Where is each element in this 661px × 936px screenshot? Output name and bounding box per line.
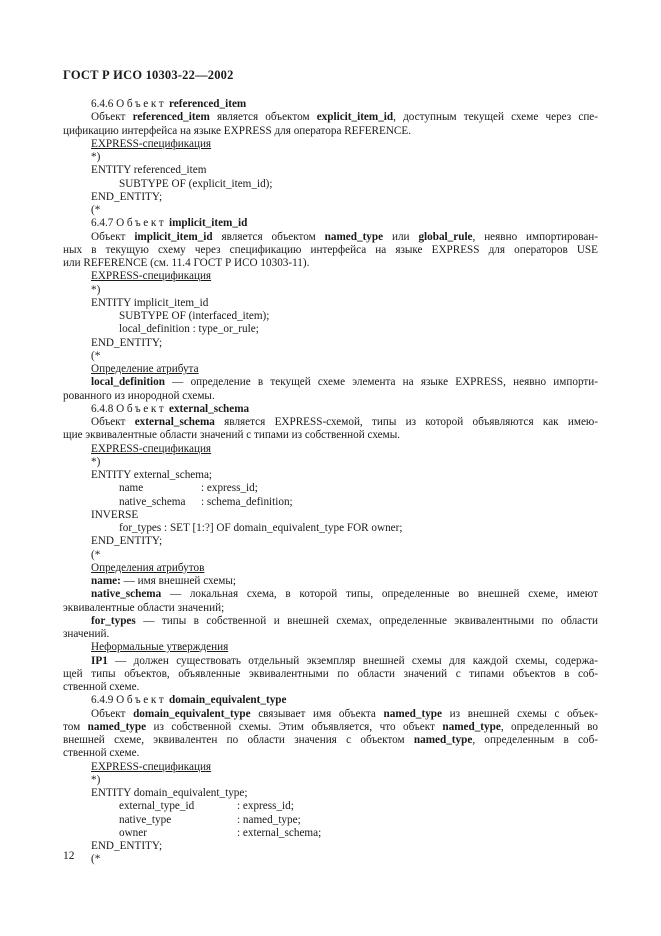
entity-name: referenced_item xyxy=(169,98,247,110)
code-line: ENTITY implicit_item_id xyxy=(91,296,209,309)
code-line: END_ENTITY; xyxy=(91,336,163,349)
paragraph-line: щие эквивалентные области значений с типами из собственной схемы. xyxy=(63,429,401,442)
express-spec-heading: EXPRESS-спецификация xyxy=(91,760,212,773)
paragraph-line: цификацию интерфейса на языке EXPRESS для оператора REFERENCE. xyxy=(63,124,412,137)
section-number: 6.4.9 xyxy=(91,694,114,707)
code-field: owner : external_schema; xyxy=(119,826,322,839)
object-word: Объект xyxy=(116,98,167,110)
code-line: (* xyxy=(91,204,101,216)
paragraph-line: значений. xyxy=(63,628,110,640)
express-spec-heading: EXPRESS-спецификация xyxy=(91,270,212,283)
code-line: END_ENTITY; xyxy=(91,840,163,852)
section-heading-6-4-7 xyxy=(63,217,598,230)
paragraph-line: щей типы объектов, объявленные эквивалентными по области значений с типами объектов в соб- xyxy=(63,667,598,680)
object-word: Объект xyxy=(116,217,167,230)
paragraph-line: Объект implicit_item_id является объектом named_type или global_rule, неявно импортирован- xyxy=(91,230,599,243)
section-number: 6.4.7 xyxy=(91,217,114,230)
paragraph-line: Объект external_schema является EXPRESS-схемой, типы из которой объявляются как имею- xyxy=(91,416,599,428)
section-number: 6.4.6 xyxy=(91,98,114,110)
attribute-definition-heading: Определение атрибута xyxy=(91,363,199,375)
code-line: *) xyxy=(91,455,101,468)
code-line: *) xyxy=(91,151,101,163)
document-header: ГОСТ Р ИСО 10303-22—2002 xyxy=(63,68,234,82)
paragraph-line: ственной схеме. xyxy=(63,681,140,693)
express-spec-heading: EXPRESS-спецификация xyxy=(91,442,212,455)
code-line: END_ENTITY; xyxy=(91,535,163,548)
paragraph-line: Объект domain_equivalent_type связывает имя объекта named_type из внешней схемы с объек- xyxy=(91,707,599,720)
paragraph-line: том named_type из собственной схемы. Этим объявляется, что объект named_type, определенный во xyxy=(63,720,598,733)
informal-proposition: IP1 — должен существовать отдельный экземпляр внешней схемы для каждой схемы, содержа- xyxy=(91,654,598,667)
code-line: *) xyxy=(91,283,101,296)
page-content xyxy=(63,98,598,867)
paragraph-line: ных в текущую схему через спецификацию интерфейса на языке EXPRESS для операторов USE xyxy=(63,243,598,256)
object-word: Объект xyxy=(116,694,167,707)
code-line: local_definition : type_or_rule; xyxy=(119,323,259,336)
entity-name: implicit_item_id xyxy=(169,217,248,230)
code-line: INVERSE xyxy=(91,508,139,521)
section-number: 6.4.8 xyxy=(91,402,114,415)
entity-name: external_schema xyxy=(169,402,250,415)
paragraph-line: или REFERENCE (см. 11.4 ГОСТ Р ИСО 10303-11). xyxy=(63,257,310,269)
code-line: (* xyxy=(91,349,101,362)
code-field: external_type_id : express_id; xyxy=(119,800,294,813)
paragraph-line: Объект referenced_item является объектом explicit_item_id, доступным текущей схеме через спе- xyxy=(91,111,598,124)
entity-name: domain_equivalent_type xyxy=(169,694,287,707)
code-line: (* xyxy=(91,548,101,561)
code-field: name : express_id; xyxy=(119,482,258,495)
paragraph-line: эквивалентные области значений; xyxy=(63,601,225,614)
attribute-definition: for_types — типы в собственной и внешней схемах, определенные эквивалентными по области xyxy=(91,614,598,627)
code-field: native_schema : schema_definition; xyxy=(119,495,293,508)
code-line: END_ENTITY; xyxy=(91,190,163,203)
code-line: SUBTYPE OF (interfaced_item); xyxy=(119,310,270,322)
code-line: (* xyxy=(91,853,101,866)
code-line: for_types : SET [1:?] OF domain_equivalent_type FOR owner; xyxy=(119,522,403,534)
paragraph-line: ственной схеме. xyxy=(63,747,140,760)
code-line: ENTITY external_schema; xyxy=(91,469,213,481)
page-number: 12 xyxy=(63,850,75,862)
attribute-definition: local_definition — определение в текущей схеме элемента на языке EXPRESS, неявно импорти- xyxy=(91,376,598,389)
section-heading-6-4-6 xyxy=(63,98,598,111)
attribute-definition: name: — имя внешней схемы; xyxy=(91,575,237,587)
code-line: ENTITY referenced_item xyxy=(91,164,207,177)
informal-propositions-heading: Неформальные утверждения xyxy=(91,641,229,654)
code-line: SUBTYPE OF (explicit_item_id); xyxy=(119,177,273,190)
section-heading-6-4-9 xyxy=(63,694,598,707)
code-line: *) xyxy=(91,773,101,786)
code-line: ENTITY domain_equivalent_type; xyxy=(91,787,248,799)
section-heading-6-4-8 xyxy=(63,403,598,416)
express-spec-heading: EXPRESS-спецификация xyxy=(91,137,212,150)
paragraph-line: внешней схеме, эквивалентен по области значения с объектом named_type, определенным в соб- xyxy=(63,734,598,746)
attribute-definition: native_schema — локальная схема, в которой типы, определенные во внешней схеме, имеют xyxy=(91,588,598,601)
object-word: Объект xyxy=(116,402,167,415)
paragraph-line: рованного из инородной схемы. xyxy=(63,389,215,402)
code-field: native_type : named_type; xyxy=(119,813,301,826)
attribute-definitions-heading: Определения атрибутов xyxy=(91,561,205,574)
